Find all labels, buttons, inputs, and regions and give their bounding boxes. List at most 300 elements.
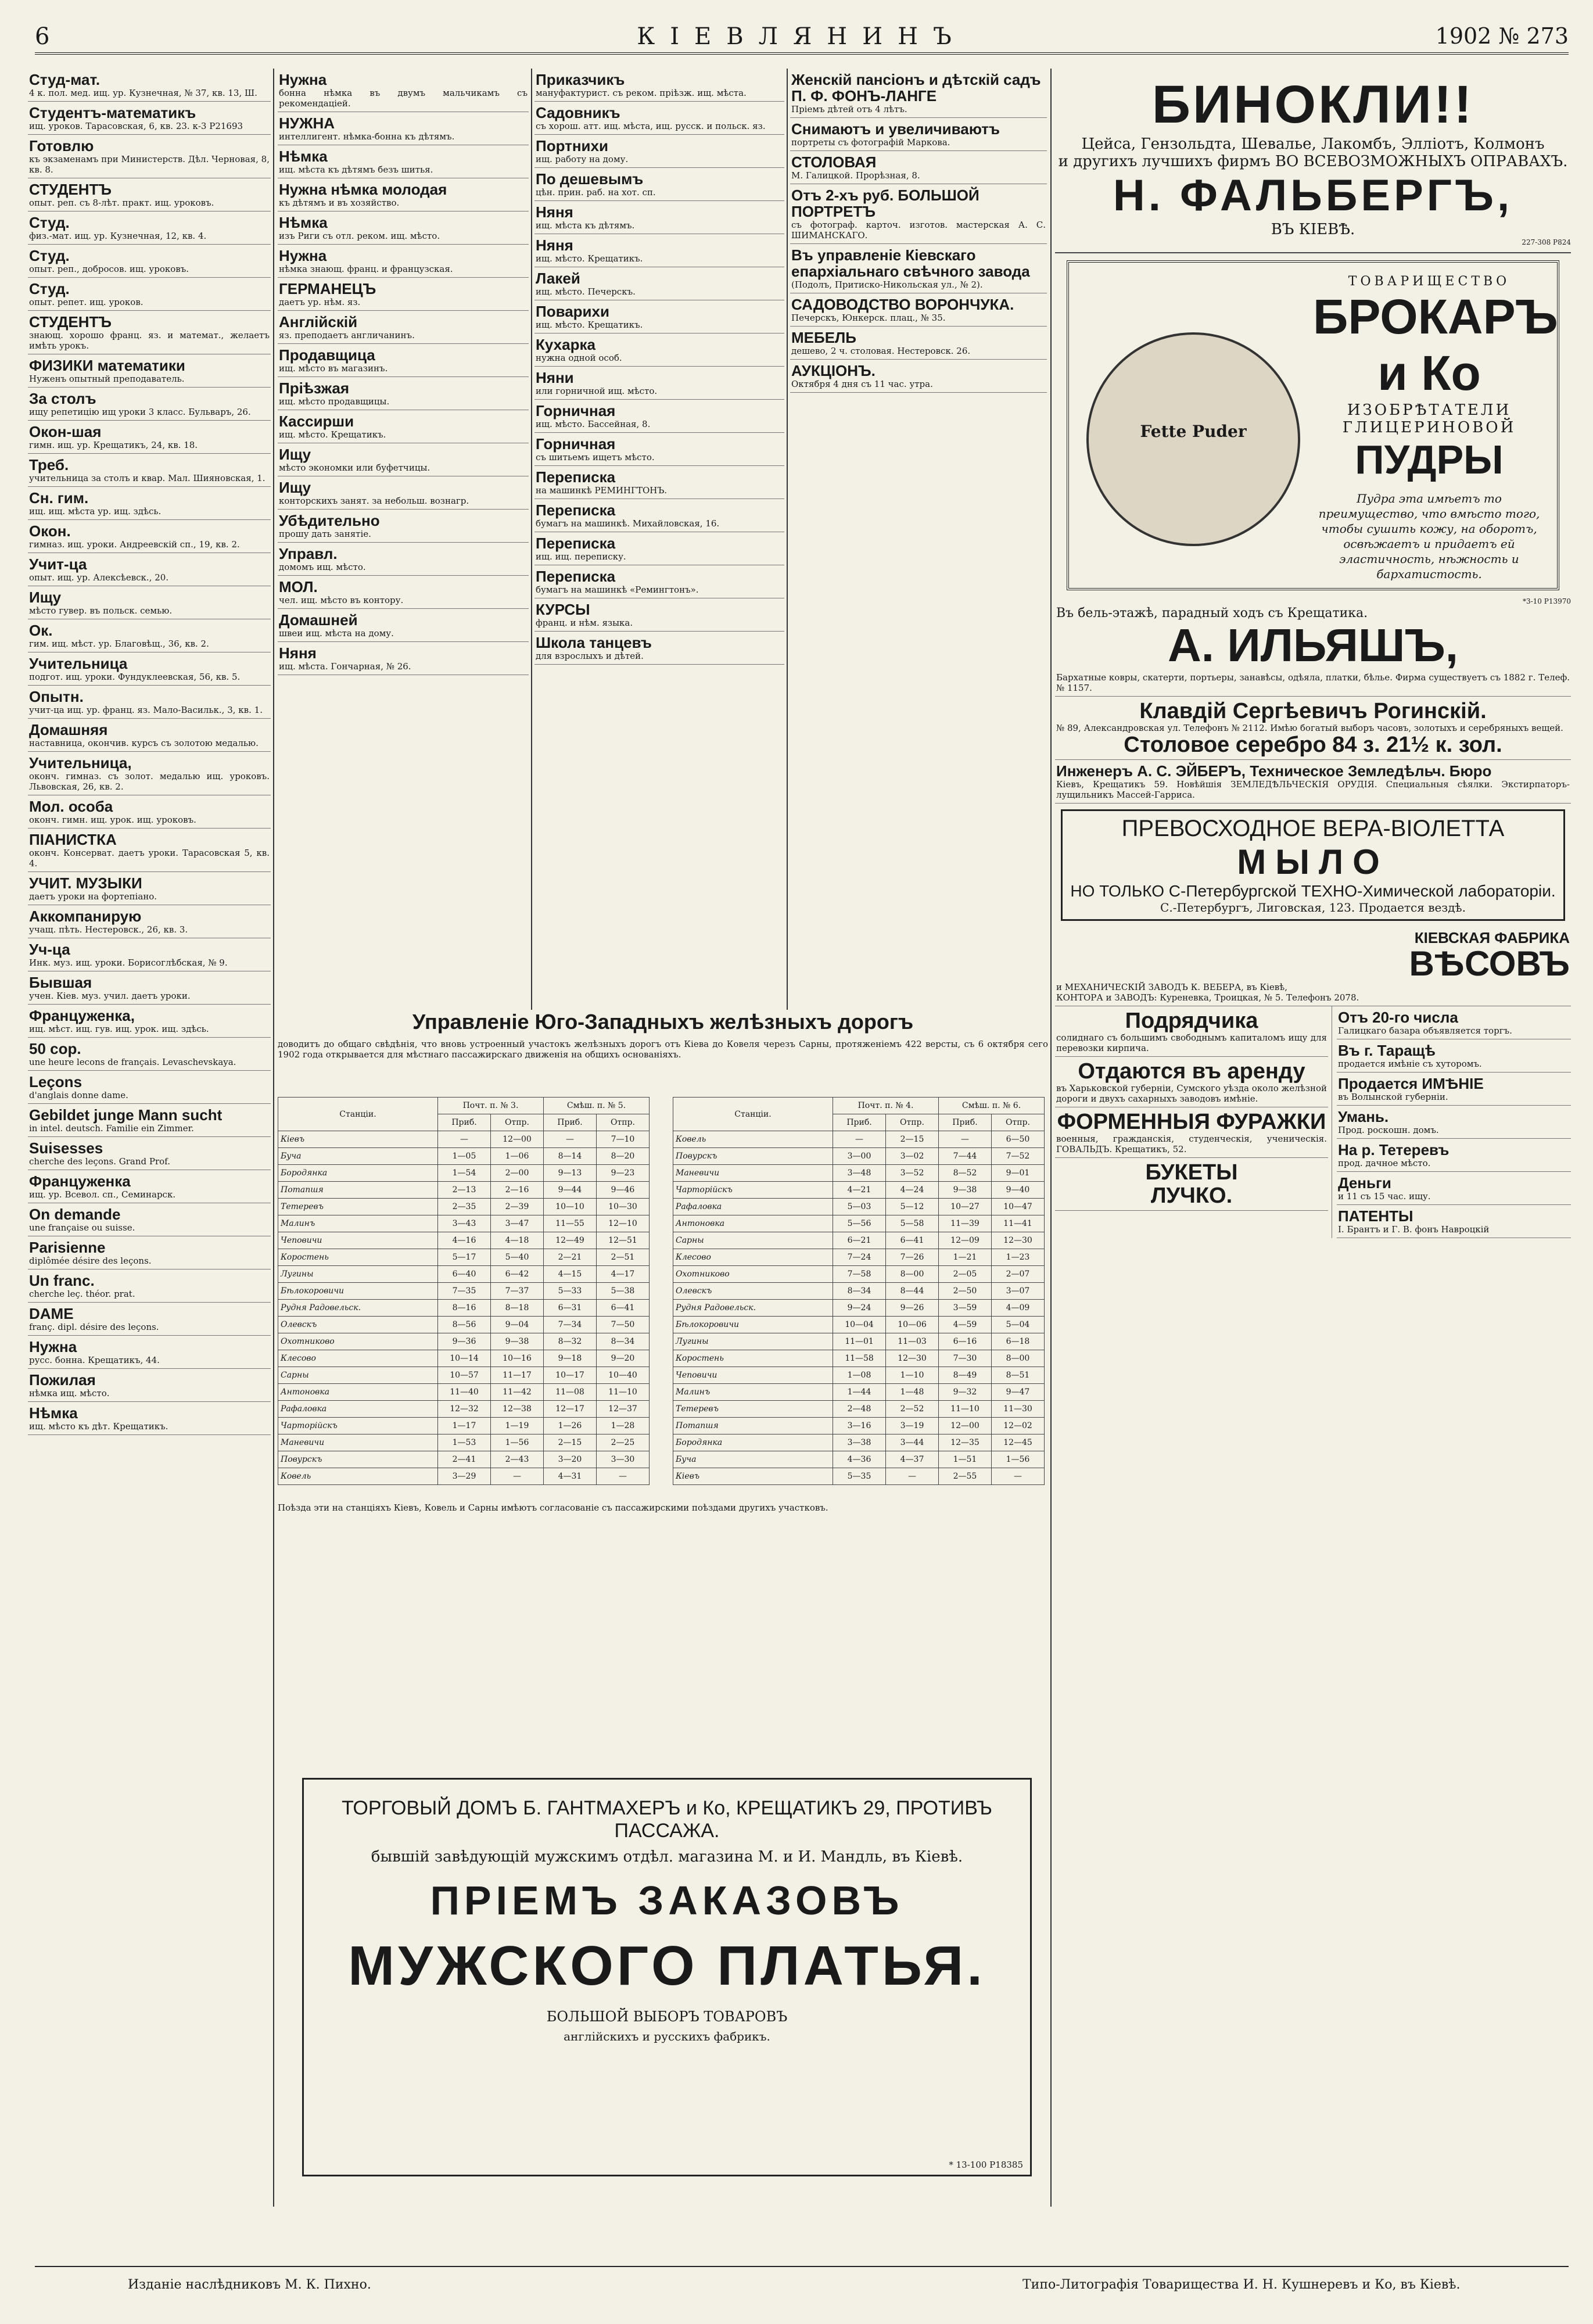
col-header: Почт. п. № 3.: [438, 1098, 544, 1114]
timetable-row: [673, 1384, 1045, 1401]
eiber-text: Кіевъ, Крещатикъ 59. Новѣйшія ЗЕМЛЕДѢЛЬЧЕСКІЯ ОРУДІЯ. Специальныя сѣялки. Экстирпаторъ-лущильникъ Массей-Гарриса.: [1056, 779, 1570, 800]
ad-body: и 11 съ 15 час. ищу.: [1338, 1191, 1431, 1202]
classified-ad: [534, 565, 784, 598]
ad-heading: СТУДЕНТЪ: [29, 181, 112, 198]
classified-ad: [534, 69, 784, 102]
time-cell: 2—51: [596, 1249, 649, 1266]
time-cell: 3—02: [886, 1148, 939, 1165]
ad-heading: Готовлю: [29, 137, 94, 155]
timetable-row: [673, 1249, 1045, 1266]
classified-ad: [28, 553, 271, 586]
arenda-title: Отдаются въ аренду: [1078, 1059, 1305, 1084]
time-cell: 10—40: [596, 1367, 649, 1384]
classified-ad: [278, 443, 529, 476]
ad-heading: Француженка,: [29, 1007, 135, 1024]
ad-heading: Переписка: [536, 568, 616, 585]
lower-right-ads: [1055, 1006, 1571, 1238]
time-cell: 7—52: [991, 1148, 1044, 1165]
time-cell: 6—40: [438, 1266, 491, 1283]
time-cell: 3—52: [886, 1165, 939, 1182]
col-header: Почт. п. № 4.: [833, 1098, 939, 1114]
station-name: Чарторійскъ: [278, 1418, 438, 1434]
vera-top: ПРЕВОСХОДНОЕ ВЕРА-ВІОЛЕТТА: [1121, 816, 1505, 841]
classified-ad: [278, 410, 529, 443]
ad-body: ищ. ищ. переписку.: [536, 551, 626, 562]
time-cell: 9—38: [938, 1182, 991, 1199]
classified-ad: [28, 1402, 271, 1435]
ad-body: наставница, окончив. курсъ съ золотою медалью.: [29, 738, 259, 748]
time-cell: 7—44: [938, 1148, 991, 1165]
ad-body: une française ou suisse.: [29, 1222, 135, 1233]
station-name: Сарны: [278, 1367, 438, 1384]
ad-heading: Въ г. Таращѣ: [1338, 1042, 1436, 1059]
ad-heading: Деньги: [1338, 1174, 1391, 1192]
time-cell: —: [491, 1468, 544, 1485]
time-cell: 11—01: [833, 1333, 886, 1350]
time-cell: 6—21: [833, 1232, 886, 1249]
scales-factory-ad: [1055, 927, 1571, 1006]
ad-body: in intel. deutsch. Familie ein Zimmer.: [29, 1123, 194, 1134]
gantmaher-origin: англійскихъ и русскихъ фабрикъ.: [564, 2029, 770, 2043]
time-cell: —: [991, 1468, 1044, 1485]
classified-ad: [28, 905, 271, 938]
time-cell: 6—50: [991, 1131, 1044, 1148]
time-cell: 5—35: [833, 1468, 886, 1485]
ad-heading: Нѣмка: [279, 214, 328, 231]
timetable-row: [673, 1199, 1045, 1215]
time-cell: 3—16: [833, 1418, 886, 1434]
classified-ad: [28, 520, 271, 553]
newspaper-title: КІЕВЛЯНИНЪ: [637, 23, 967, 50]
ad-body: оконч. гимн. ищ. урок. ищ. уроковъ.: [29, 815, 196, 825]
arenda-text: въ Харьковской губерніи, Сумского уѣзда около желѣзной дороги и двухъ сахарныхъ заводовъ имѣніе.: [1056, 1083, 1327, 1104]
ad-body: ищ. мѣста. Гончарная, № 26.: [279, 661, 411, 672]
time-cell: 11—42: [491, 1384, 544, 1401]
station-name: Бородянка: [278, 1165, 438, 1182]
classified-ad: [790, 69, 1047, 118]
issue-number: 1902 № 273: [1435, 23, 1569, 49]
ad-heading: Нѣмка: [279, 148, 328, 165]
classified-ad: [28, 69, 271, 102]
col-header: Отпр.: [991, 1114, 1044, 1131]
station-name: Чарторійскъ: [673, 1182, 833, 1199]
column-rule: [787, 69, 788, 1010]
ad-heading: Школа танцевъ: [536, 634, 652, 651]
timetable-row: [673, 1165, 1045, 1182]
classified-ad: [1337, 1006, 1571, 1039]
time-cell: 1—28: [596, 1418, 649, 1434]
ad-heading: Мол. особа: [29, 798, 113, 815]
time-cell: 5—17: [438, 1249, 491, 1266]
ad-heading: Пожилая: [29, 1371, 96, 1389]
ad-body: diplômée désire des leçons.: [29, 1256, 152, 1266]
col-header: Смѣш. п. № 6.: [938, 1098, 1044, 1114]
classified-ad: [28, 454, 271, 487]
caps-title: ФОРМЕННЫЯ ФУРАЖКИ: [1057, 1110, 1326, 1134]
time-cell: 8—52: [938, 1165, 991, 1182]
time-cell: 5—12: [886, 1199, 939, 1215]
eiber-name: Инженеръ А. С. ЭЙБЕРЪ, Техническое Земледѣльч. Бюро: [1056, 762, 1492, 780]
vesy-text: КОНТОРА и ЗАВОДЪ: Куреневка, Троицкая, № 5. Телефонъ 2078.: [1056, 992, 1359, 1003]
timetable-row: [278, 1182, 650, 1199]
col-header: Станціи.: [673, 1098, 833, 1131]
ad-heading: Ищу: [279, 479, 311, 496]
time-cell: 3—20: [543, 1451, 596, 1468]
classified-ad: [534, 400, 784, 433]
ilyash-text: Бархатные ковры, скатерти, портьеры, занавѣсы, одѣяла, платки, бѣлье. Фирма существуетъ съ 1882 г. Телеф. № 1157.: [1056, 672, 1570, 693]
ad-body: или горничной ищ. мѣсто.: [536, 386, 658, 396]
ad-body: опыт. реп., добросов. ищ. уроковъ.: [29, 264, 189, 274]
time-cell: 5—03: [833, 1199, 886, 1215]
classified-ad: [28, 872, 271, 905]
time-cell: 10—16: [491, 1350, 544, 1367]
ad-body: съ шитьемъ ищетъ мѣсто.: [536, 452, 655, 462]
timetable-row: [278, 1215, 650, 1232]
time-cell: 8—34: [596, 1333, 649, 1350]
ad-heading: Отъ 20-го числа: [1338, 1009, 1458, 1026]
ad-heading: Управл.: [279, 545, 338, 562]
ad-heading: МЕБЕЛЬ: [791, 329, 856, 346]
time-cell: 9—26: [886, 1300, 939, 1317]
classified-ad: [534, 201, 784, 234]
ad-heading: Снимаютъ и увеличиваютъ: [791, 120, 1000, 138]
timetable-row: [673, 1317, 1045, 1333]
classified-ad: [790, 360, 1047, 393]
timetable-row: [673, 1333, 1045, 1350]
ad-body: продается имѣніе съ хуторомъ.: [1338, 1059, 1482, 1069]
ad-body: учен. Кіев. муз. учил. даетъ уроки.: [29, 991, 191, 1001]
station-name: Клесово: [673, 1249, 833, 1266]
ad-heading: Нужна: [29, 1338, 77, 1355]
classified-ad: [790, 293, 1047, 327]
time-cell: 4—21: [833, 1182, 886, 1199]
timetable-row: [673, 1418, 1045, 1434]
classified-ad: [28, 487, 271, 520]
time-cell: 9—38: [491, 1333, 544, 1350]
classified-ad: [28, 938, 271, 971]
ad-heading: Кассирши: [279, 413, 354, 430]
classified-ad: [1337, 1039, 1571, 1073]
time-cell: 7—50: [596, 1317, 649, 1333]
ad-body: franç. dipl. désire des leçons.: [29, 1322, 159, 1332]
column-rule: [1050, 69, 1052, 2207]
vesy-title: ВѢСОВЪ: [1409, 944, 1570, 983]
time-cell: 4—17: [596, 1266, 649, 1283]
time-cell: 4—15: [543, 1266, 596, 1283]
time-cell: 8—56: [438, 1317, 491, 1333]
ad-body: интеллигент. нѣмка-бонна къ дѣтямъ.: [279, 131, 455, 142]
station-name: Охотниково: [673, 1266, 833, 1283]
station-name: Коростень: [278, 1249, 438, 1266]
time-cell: 5—33: [543, 1283, 596, 1300]
ad-body: Инк. муз. ищ. уроки. Борисоглѣбская, № 9.: [29, 957, 228, 968]
gantmaher-firm: ТОРГОВЫЙ ДОМЪ Б. ГАНТМАХЕРЪ и Ко, КРЕЩАТИКЪ 29, ПРОТИВЪ ПАССАЖА.: [342, 1797, 992, 1842]
station-name: Буча: [673, 1451, 833, 1468]
time-cell: 5—04: [991, 1317, 1044, 1333]
ad-heading: Ищу: [29, 589, 62, 606]
classified-ad: [28, 211, 271, 245]
station-name: Буча: [278, 1148, 438, 1165]
classified-right: [1332, 1006, 1571, 1238]
ad-body: мѣсто экономки или буфетчицы.: [279, 462, 430, 473]
ad-body: ищ. мѣста къ дѣтямъ безъ шитья.: [279, 164, 433, 175]
brokar-sub: ИЗОБРѢТАТЕЛИ ГЛИЦЕРИНОВОЙ: [1342, 401, 1516, 436]
ad-body: бумагъ на машинкѣ. Михайловская, 16.: [536, 518, 720, 529]
time-cell: 5—56: [833, 1215, 886, 1232]
classified-ad: [28, 586, 271, 619]
falberg-name: Н. ФАЛЬБЕРГЪ,: [1113, 171, 1513, 220]
time-cell: 12—37: [596, 1401, 649, 1418]
time-cell: 9—47: [991, 1384, 1044, 1401]
railway-timetable: [278, 1010, 1048, 1643]
ad-body: I. Брантъ и Г. В. фонъ Навроцкій: [1338, 1224, 1490, 1235]
station-name: Повурскъ: [278, 1451, 438, 1468]
column-5-display-ads: [1055, 69, 1571, 2207]
ad-heading: СТОЛОВАЯ: [791, 153, 877, 171]
ad-heading: Suisesses: [29, 1139, 103, 1157]
ad-heading: Няня: [536, 236, 573, 254]
classified-ad: [534, 300, 784, 333]
ad-body: учит-ца ищ. ур. франц. яз. Мало-Васильк., 3, кв. 1.: [29, 705, 263, 715]
time-cell: 11—10: [596, 1384, 649, 1401]
caps-ad: [1055, 1107, 1328, 1158]
timetable-kiev-kovel: [278, 1097, 650, 1485]
time-cell: 2—55: [938, 1468, 991, 1485]
time-cell: 4—59: [938, 1317, 991, 1333]
ad-heading: Переписка: [536, 468, 616, 486]
timetable-row: [278, 1468, 650, 1485]
lease-ad: [1055, 1057, 1328, 1107]
col-header: Отпр.: [886, 1114, 939, 1131]
classified-ad: [28, 971, 271, 1005]
classified-ad: [278, 178, 529, 211]
time-cell: 3—48: [833, 1165, 886, 1182]
ad-heading: Уч-ца: [29, 941, 70, 958]
masthead: [35, 23, 1569, 55]
column-3-ads: [534, 69, 784, 1010]
roginsky-text: № 89, Александровская ул. Телефонъ № 2112. Имѣю богатый выборъ часовъ, золотыхъ и серебряныхъ вещей.: [1056, 723, 1563, 733]
ad-body: съ хорош. атт. ищ. мѣста, ищ. русск. и польск. яз.: [536, 121, 766, 131]
ad-body: франц. и нѣм. языка.: [536, 618, 633, 628]
ad-body: ищ. уроков. Тарасовская, 6, кв. 23. к-3 Р21693: [29, 121, 243, 131]
ad-heading: Портнихи: [536, 137, 608, 155]
timetable-row: [278, 1317, 650, 1333]
classified-ad: [28, 245, 271, 278]
station-name: Рудня Радовельск.: [278, 1300, 438, 1317]
col-header: Приб.: [438, 1114, 491, 1131]
time-cell: 7—34: [543, 1317, 596, 1333]
time-cell: 12—38: [491, 1401, 544, 1418]
time-cell: 5—40: [491, 1249, 544, 1266]
ad-body: въ Волынской губерніи.: [1338, 1092, 1448, 1102]
ad-heading: За столъ: [29, 390, 96, 407]
ad-code: *3-10 Р13970: [1522, 597, 1571, 605]
time-cell: 3—19: [886, 1418, 939, 1434]
column-rule: [273, 69, 274, 2207]
falberg-city: ВЪ КІЕВѢ.: [1271, 221, 1355, 238]
ad-body: учащ. пѣть. Нестеровск., 26, кв. 3.: [29, 924, 188, 935]
gantmaher-headline: ПРІЕМЪ ЗАКАЗОВЪ: [430, 1878, 904, 1923]
time-cell: 1—56: [991, 1451, 1044, 1468]
timetable-row: [673, 1451, 1045, 1468]
ad-body: нужна одной особ.: [536, 353, 622, 363]
contractor-ad: [1055, 1006, 1328, 1057]
time-cell: 12—09: [938, 1232, 991, 1249]
ad-body: ищ. мѣсто. Крещатикъ.: [536, 253, 643, 264]
station-name: Повурскъ: [673, 1148, 833, 1165]
vera-main: МЫЛО: [1237, 842, 1389, 881]
classified-ad: [534, 168, 784, 201]
ad-heading: КУРСЫ: [536, 601, 590, 618]
ad-body: ищ. ур. Всевол. сп., Семинарск.: [29, 1189, 176, 1200]
ad-body: съ фотограф. карточ. изготов. мастерская А. С. ШИМАНСКАГО.: [791, 220, 1046, 241]
bouquets-ad: [1055, 1158, 1328, 1211]
classified-ad: [28, 1203, 271, 1236]
time-cell: 1—21: [938, 1249, 991, 1266]
roginsky-name: Клавдій Сергѣевичъ Рогинскій.: [1139, 699, 1487, 723]
time-cell: 8—00: [991, 1350, 1044, 1367]
time-cell: 7—10: [596, 1131, 649, 1148]
ad-body: къ дѣтямъ и въ хозяйство.: [279, 198, 400, 208]
ad-body: ищ. мѣста къ дѣтямъ.: [536, 220, 635, 231]
ad-heading: Горничная: [536, 435, 616, 453]
ad-body: швеи ищ. мѣста на дому.: [279, 628, 394, 639]
classified-ad: [28, 686, 271, 719]
time-cell: 8—00: [886, 1266, 939, 1283]
time-cell: 12—00: [491, 1131, 544, 1148]
ad-heading: Продавщица: [279, 346, 375, 364]
station-name: Антоновка: [278, 1384, 438, 1401]
ad-heading: Няни: [536, 369, 574, 386]
ad-heading: Студ-мат.: [29, 71, 101, 88]
ad-heading: НУЖНА: [279, 114, 335, 132]
classified-ad: [28, 1170, 271, 1203]
ad-code: * 13-100 Р18385: [949, 2160, 1023, 2170]
ad-body: cherche leç. théor. prat.: [29, 1289, 135, 1299]
timetable-row: [278, 1266, 650, 1283]
ad-body: для взрослыхъ и дѣтей.: [536, 651, 644, 661]
ad-heading: Нужна: [279, 247, 327, 264]
classified-ad: [28, 1137, 271, 1170]
station-name: Рафаловка: [278, 1401, 438, 1418]
time-cell: 2—39: [491, 1199, 544, 1215]
time-cell: 6—16: [938, 1333, 991, 1350]
ad-body: нѣмка знающ. франц. и французская.: [279, 264, 453, 274]
brokar-product: ПУДРЫ: [1355, 437, 1504, 482]
time-cell: 12—35: [938, 1434, 991, 1451]
timetable-row: [278, 1418, 650, 1434]
time-cell: 8—14: [543, 1148, 596, 1165]
time-cell: 8—32: [543, 1333, 596, 1350]
brokar-top: ТОВАРИЩЕСТВО: [1348, 274, 1511, 289]
col-header: Приб.: [833, 1114, 886, 1131]
classified-ad: [278, 642, 529, 675]
time-cell: 10—10: [543, 1199, 596, 1215]
time-cell: 2—43: [491, 1451, 544, 1468]
ad-heading: САДОВОДСТВО ВОРОНЧУКА.: [791, 296, 1014, 313]
station-name: Олевскъ: [673, 1283, 833, 1300]
ad-body: ищ. мѣсто. Бассейная, 8.: [536, 419, 651, 429]
time-cell: 10—06: [886, 1317, 939, 1333]
time-cell: 9—36: [438, 1333, 491, 1350]
classified-ad: [534, 598, 784, 632]
time-cell: 9—13: [543, 1165, 596, 1182]
time-cell: 3—43: [438, 1215, 491, 1232]
classified-ad: [534, 367, 784, 400]
time-cell: 1—05: [438, 1148, 491, 1165]
timetable-row: [278, 1199, 650, 1215]
station-name: Бородянка: [673, 1434, 833, 1451]
ad-body: оконч. Консерват. даетъ уроки. Тарасовская 5, кв. 4.: [29, 848, 270, 869]
time-cell: 6—41: [596, 1300, 649, 1317]
time-cell: 2—48: [833, 1401, 886, 1418]
ad-heading: Въ управленіе Кіевскаго епархіальнаго свѣчного завода: [791, 246, 1030, 280]
ad-body: домомъ ищ. мѣсто.: [279, 562, 366, 572]
timetable-row: [278, 1401, 650, 1418]
classified-ad: [28, 1104, 271, 1137]
ad-heading: Убѣдительно: [279, 512, 380, 529]
time-cell: 7—37: [491, 1283, 544, 1300]
time-cell: 12—00: [938, 1418, 991, 1434]
ad-heading: Домашней: [279, 611, 358, 629]
timetable-row: [673, 1215, 1045, 1232]
ad-body: ищ. мѣсто къ дѣт. Крещатикъ.: [29, 1421, 168, 1432]
ad-body: мѣсто гувер. въ польск. семью.: [29, 605, 173, 616]
time-cell: 1—23: [991, 1249, 1044, 1266]
station-name: Олевскъ: [278, 1317, 438, 1333]
col-header: Приб.: [938, 1114, 991, 1131]
ad-heading: Пріѣзжая: [279, 379, 350, 397]
time-cell: 9—04: [491, 1317, 544, 1333]
station-name: Ковель: [278, 1468, 438, 1485]
ad-heading: ГЕРМАНЕЦЪ: [279, 280, 376, 297]
timetable-footnote: Поѣзда эти на станціяхъ Кіевъ, Ковель и Сарны имѣютъ согласованіе съ пассажирскими поѣздами другихъ участковъ.: [278, 1502, 828, 1513]
ad-body: оконч. гимназ. съ золот. медалью ищ. уроковъ. Львовская, 26, кв. 2.: [29, 771, 270, 792]
ad-heading: Аккомпанирую: [29, 908, 142, 925]
roginsky-silver: Столовое серебро 84 з. 21½ к. зол.: [1124, 733, 1502, 757]
powder-tin-illustration: [1086, 332, 1300, 546]
ad-body: бумагъ на машинкѣ «Ремингтонъ».: [536, 584, 699, 595]
classified-ad: [790, 327, 1047, 360]
station-name: Лугины: [673, 1333, 833, 1350]
time-cell: 7—26: [886, 1249, 939, 1266]
ad-heading: Горничная: [536, 402, 616, 419]
classified-ad: [790, 118, 1047, 151]
station-name: Потапшя: [278, 1182, 438, 1199]
column-4-ads: [790, 69, 1047, 1010]
time-cell: 8—51: [991, 1367, 1044, 1384]
station-name: Бѣлокоровичи: [278, 1283, 438, 1300]
classified-ad: [534, 433, 784, 466]
ad-heading: Студ.: [29, 247, 70, 264]
classified-ad: [28, 1369, 271, 1402]
time-cell: 2—16: [491, 1182, 544, 1199]
ad-heading: Окон.: [29, 522, 71, 540]
ad-heading: По дешевымъ: [536, 170, 644, 188]
classified-ad: [278, 609, 529, 642]
ad-heading: Ищу: [279, 446, 311, 463]
col-header: Приб.: [543, 1114, 596, 1131]
ad-body: чел. ищ. мѣсто въ контору.: [279, 595, 404, 605]
timetable-row: [278, 1148, 650, 1165]
ad-body: бонна нѣмка въ двумъ мальчикамъ съ рекомендаціей.: [279, 88, 528, 109]
ad-body: изъ Риги съ отл. реком. ищ. мѣсто.: [279, 231, 440, 241]
ad-body: прод. дачное мѣсто.: [1338, 1158, 1431, 1168]
time-cell: 7—30: [938, 1350, 991, 1367]
classified-ad: [278, 510, 529, 543]
ad-heading: DAME: [29, 1305, 74, 1322]
time-cell: 11—30: [991, 1401, 1044, 1418]
